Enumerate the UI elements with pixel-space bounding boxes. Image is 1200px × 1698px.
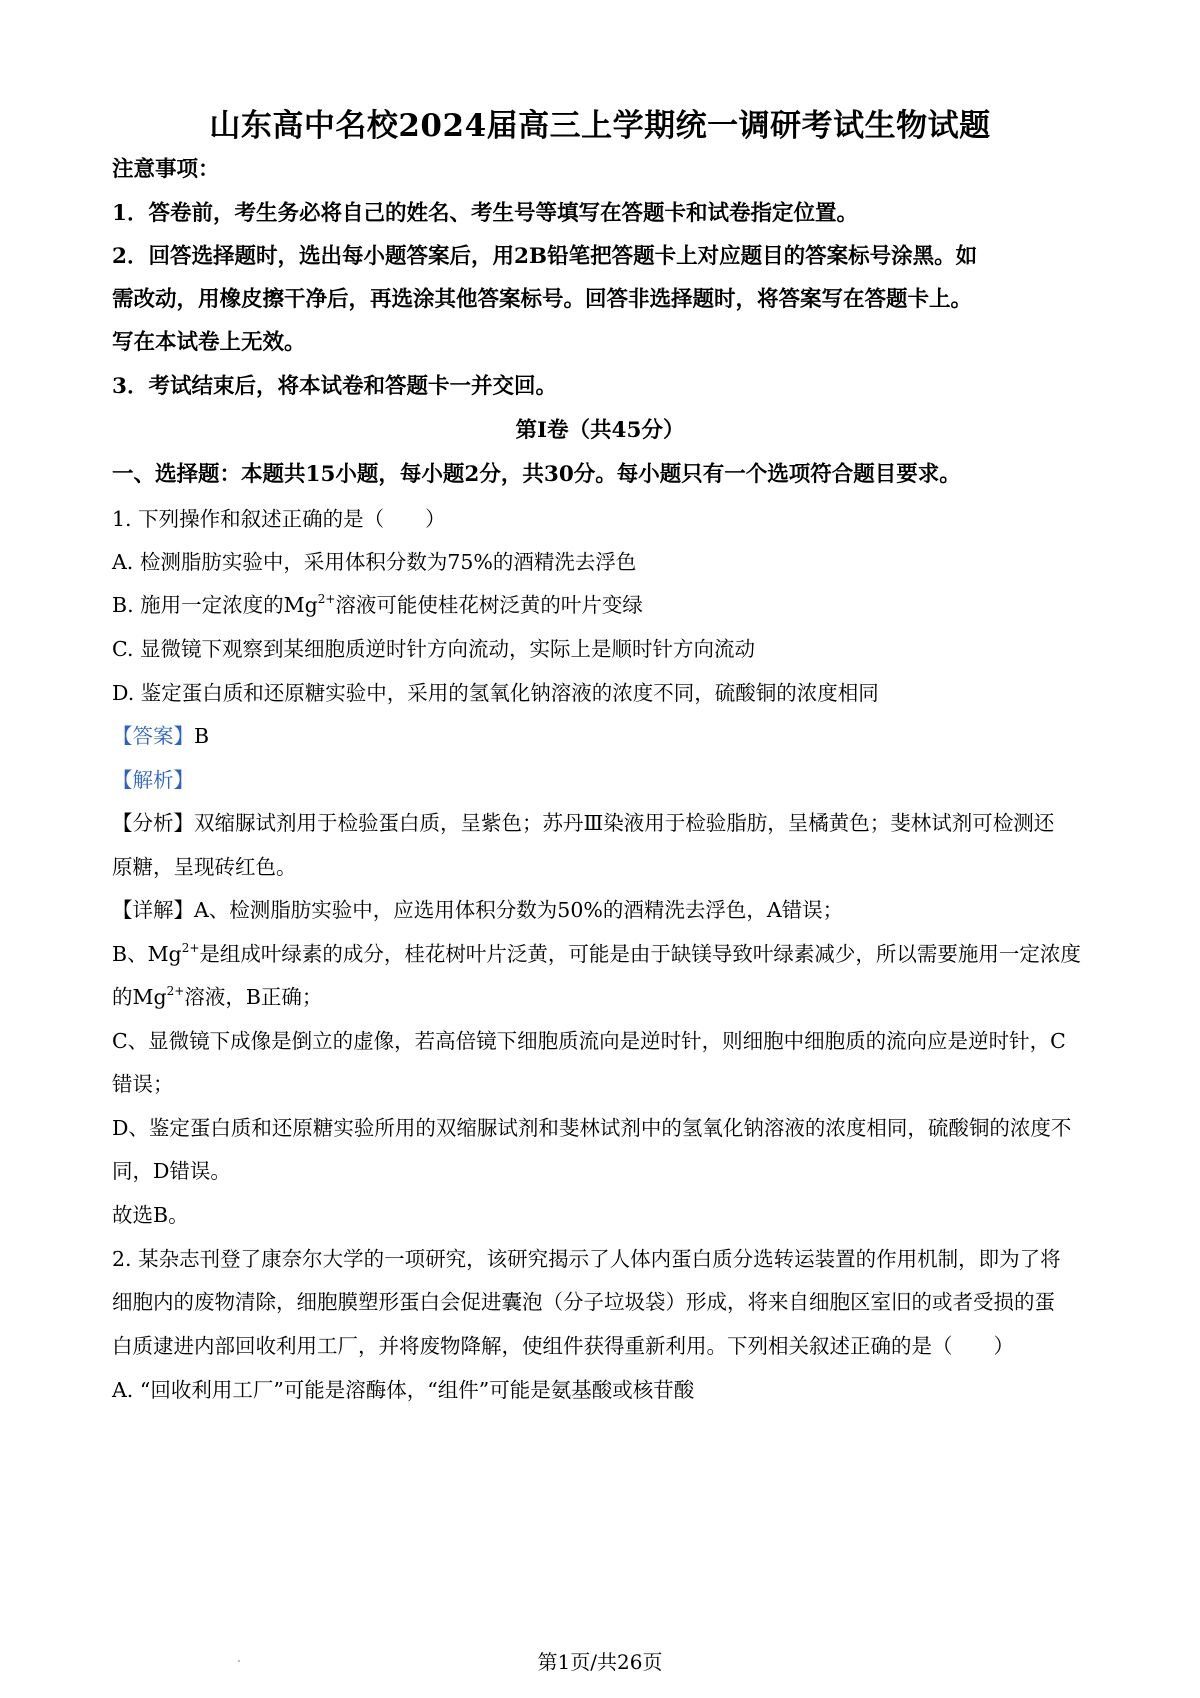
xiangjie-line-6: D、鉴定蛋白质和还原糖实验所用的双缩脲试剂和斐林试剂中的氢氧化钠溶液的浓度相同，硫酸铜的浓度不 — [112, 1116, 1072, 1140]
q1-option-a: A. 检测脂肪实验中，采用体积分数为75%的酒精洗去浮色 — [112, 550, 637, 574]
q1-option-b-pre: B. 施用一定浓度的Mg — [112, 593, 318, 617]
q1-option-b-sup: 2+ — [317, 592, 336, 606]
answer-label: 【答案】 — [112, 724, 194, 748]
q2-stem-1: 2. 某杂志刊登了康奈尔大学的一项研究，该研究揭示了人体内蛋白质分选转运装置的作用机制，即为了将 — [112, 1247, 1061, 1271]
q1-answer — [112, 719, 1102, 749]
xiangjie-line-2 — [112, 937, 1102, 967]
q2-stem-2: 细胞内的废物清除，细胞膜塑形蛋白会促进囊泡（分子垃圾袋）形成，将来自细胞区室旧的或者受损的蛋 — [112, 1290, 1055, 1314]
xiangjie-line-5: 错误； — [112, 1072, 174, 1096]
xiangjie-line-2-post: 是组成叶绿素的成分，桂花树叶片泛黄，可能是由于缺镁导致叶绿素减少，所以需要施用一定浓度 — [199, 942, 1081, 966]
page-footer: 第1页/共26页 — [537, 1650, 663, 1674]
xiangjie-line-2-pre: B、Mg — [112, 942, 182, 966]
notice-item-3: 3．考试结束后，将本试卷和答题卡一并交回。 — [112, 374, 557, 399]
xiangjie-line-3-post: 溶液，B正确； — [184, 985, 323, 1009]
fenxi-line-1: 【分析】双缩脲试剂用于检验蛋白质，呈紫色；苏丹Ⅲ染液用于检验脂肪，呈橘黄色；斐林试剂可检测还 — [112, 811, 1055, 835]
q1-option-b — [112, 588, 1102, 618]
answer-value: B — [194, 724, 210, 748]
xiangjie-line-4: C、显微镜下成像是倒立的虚像，若高倍镜下细胞质流向是逆时针，则细胞中细胞质的流向应是逆时针，C — [112, 1029, 1066, 1053]
notice-item-1: 1．答卷前，考生务必将自己的姓名、考生号等填写在答题卡和试卷指定位置。 — [112, 201, 858, 226]
q1-option-d: D. 鉴定蛋白质和还原糖实验中，采用的氢氧化钠溶液的浓度不同，硫酸铜的浓度相同 — [112, 681, 879, 705]
xiangjie-line-7: 同，D错误。 — [112, 1159, 231, 1183]
q1-stem: 1. 下列操作和叙述正确的是（ ） — [112, 507, 446, 531]
xiangjie-line-1: 【详解】A、检测脂肪实验中，应选用体积分数为50%的酒精洗去浮色，A错误； — [112, 898, 844, 922]
notice-item-2-end: 写在本试卷上无效。 — [112, 330, 306, 355]
notice-heading: 注意事项： — [112, 157, 220, 182]
q2-stem-3: 白质逮进内部回收利用工厂，并将废物降解，使组件获得重新利用。下列相关叙述正确的是（ ） — [112, 1334, 1014, 1358]
xiangjie-line-2-sup: 2+ — [181, 941, 200, 955]
q1-option-c: C. 显微镜下观察到某细胞质逆时针方向流动，实际上是顺时针方向流动 — [112, 637, 755, 661]
notice-item-2-cont: 需改动，用橡皮擦干净后，再选涂其他答案标号。回答非选择题时，将答案写在答题卡上。 — [112, 287, 973, 312]
section-heading: 一、选择题：本题共15小题，每小题2分，共30分。每小题只有一个选项符合题目要求。 — [112, 462, 961, 487]
fenxi-line-2: 原糖，呈现砖红色。 — [112, 855, 297, 879]
analysis-label: 【解析】 — [112, 768, 194, 792]
notice-item-2: 2．回答选择题时，选出每小题答案后，用2B铅笔把答题卡上对应题目的答案标号涂黑。如 — [112, 244, 978, 269]
q1-conclusion: 故选B。 — [112, 1203, 189, 1227]
part-title: 第I卷（共45分） — [515, 418, 685, 443]
q1-option-b-post: 溶液可能使桂花树泛黄的叶片变绿 — [335, 593, 643, 617]
exam-title: 山东高中名校2024届高三上学期统一调研考试生物试题 — [209, 108, 991, 144]
xiangjie-line-3 — [112, 980, 1102, 1010]
q2-option-a: A. “回收利用工厂”可能是溶酶体，“组件”可能是氨基酸或核苷酸 — [112, 1378, 695, 1402]
xiangjie-line-3-pre: 的Mg — [112, 985, 167, 1009]
xiangjie-line-3-sup: 2+ — [166, 984, 185, 998]
